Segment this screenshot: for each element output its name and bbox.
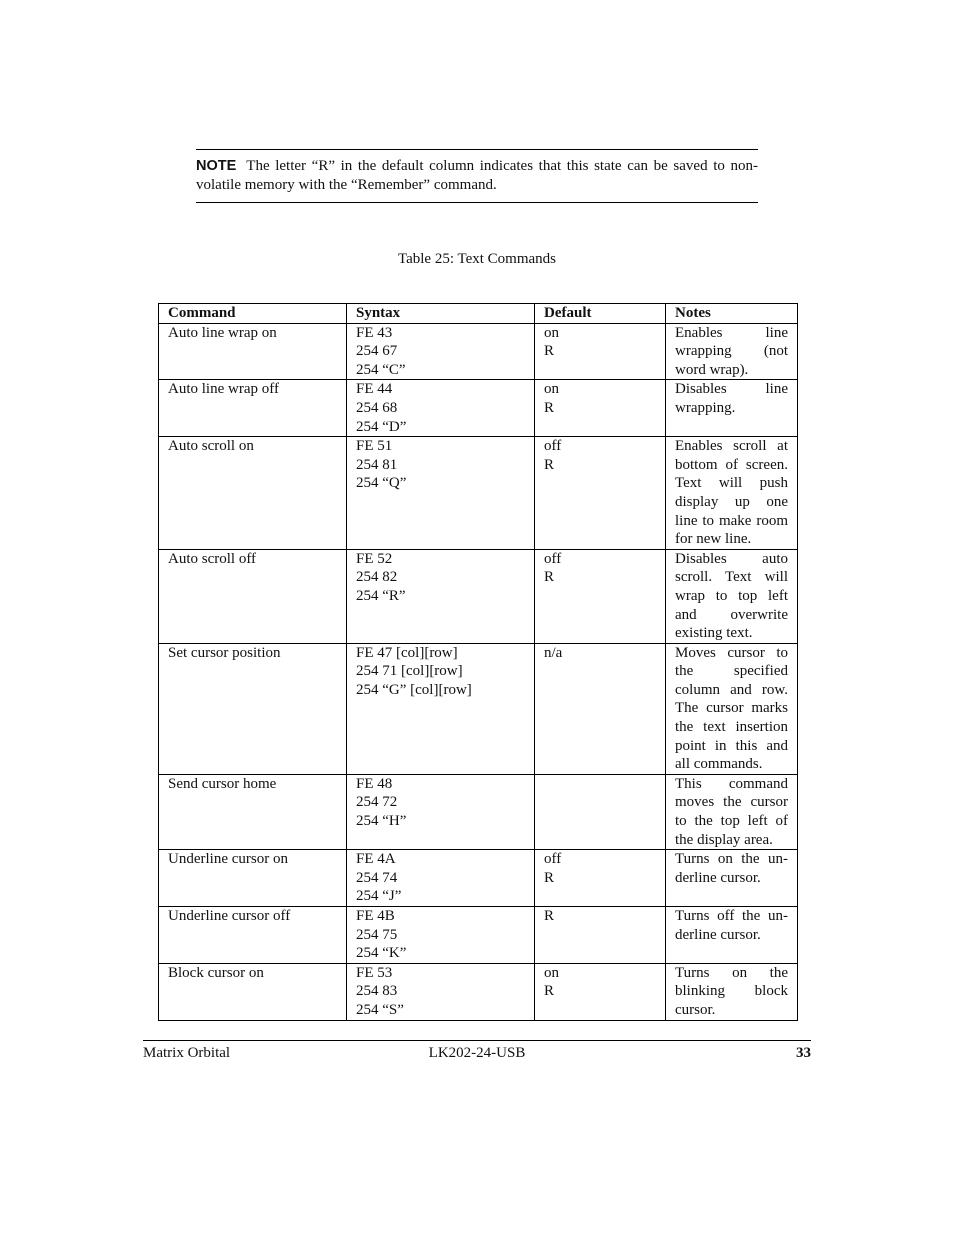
table-row: [159, 380, 798, 437]
syntax-cell: [347, 643, 535, 774]
table-header-row: [159, 304, 798, 324]
text-commands-table: [158, 303, 798, 1021]
syntax-line: FE 52: [356, 550, 393, 567]
command-cell: Auto scroll off: [159, 549, 347, 643]
default-line: R: [544, 569, 555, 586]
default-cell: [535, 774, 666, 849]
notes-text: Turns on the un-derline cursor.: [675, 851, 788, 886]
default-line: R: [544, 983, 555, 1000]
table-row: [159, 774, 798, 849]
note-text: [196, 157, 758, 194]
syntax-line: FE 51: [356, 438, 393, 455]
syntax-line: FE 4B: [356, 908, 395, 924]
syntax-line: 254 “K”: [356, 945, 407, 962]
notes-cell: [666, 850, 798, 907]
page-number: 33: [796, 1045, 811, 1061]
syntax-cell: [347, 850, 535, 907]
notes-cell: [666, 437, 798, 550]
default-cell: [535, 907, 666, 964]
notes-cell: [666, 380, 798, 437]
command-cell: Auto line wrap on: [159, 323, 347, 380]
default-line: R: [544, 869, 555, 886]
syntax-cell: [347, 907, 535, 964]
default-line: off: [544, 851, 562, 868]
notes-cell: [666, 774, 798, 849]
table-row: [159, 323, 798, 380]
footer-model: LK202-24-USB: [428, 1045, 526, 1061]
table-row: [159, 643, 798, 774]
header-default: Default: [535, 304, 666, 324]
default-cell: [535, 850, 666, 907]
header-syntax: Syntax: [347, 304, 535, 324]
syntax-line: FE 4A: [356, 851, 396, 868]
default-line: on: [544, 964, 559, 981]
syntax-line: 254 75: [356, 926, 398, 943]
syntax-line: 254 68: [356, 399, 398, 416]
notes-cell: [666, 549, 798, 643]
note-label: NOTE: [196, 158, 237, 174]
command-cell: Auto scroll on: [159, 437, 347, 550]
syntax-line: 254 67: [356, 343, 398, 360]
note-box: [196, 149, 758, 203]
default-line: n/a: [544, 644, 563, 661]
command-cell: Underline cursor on: [159, 850, 347, 907]
notes-text: This command moves the cursor to the top left of the display area.: [675, 775, 788, 848]
syntax-line: 254 83: [356, 983, 398, 1000]
table-row: [159, 549, 798, 643]
command-cell: Send cursor home: [159, 774, 347, 849]
header-notes: Notes: [666, 304, 798, 324]
default-line: on: [544, 381, 559, 398]
default-line: R: [544, 343, 555, 360]
syntax-line: 254 “D”: [356, 418, 407, 435]
notes-text: Disables line wrapping.: [675, 381, 788, 416]
syntax-cell: [347, 323, 535, 380]
syntax-line: FE 53: [356, 964, 393, 981]
default-cell: [535, 549, 666, 643]
default-cell: [535, 437, 666, 550]
syntax-line: 254 “S”: [356, 1001, 404, 1018]
syntax-line: 254 “Q”: [356, 475, 407, 492]
default-line: R: [544, 399, 555, 416]
syntax-line: 254 “H”: [356, 813, 407, 830]
notes-cell: [666, 323, 798, 380]
default-cell: [535, 380, 666, 437]
default-line: R: [544, 456, 555, 473]
syntax-line: FE 44: [356, 381, 393, 398]
table-body: [159, 323, 798, 1020]
syntax-line: 254 71 [col][row]: [356, 663, 463, 680]
command-cell: Auto line wrap off: [159, 380, 347, 437]
default-cell: [535, 963, 666, 1020]
default-cell: [535, 643, 666, 774]
footer-rule: [143, 1040, 811, 1041]
syntax-cell: [347, 774, 535, 849]
default-line: on: [544, 324, 559, 341]
command-cell: Underline cursor off: [159, 907, 347, 964]
default-line: off: [544, 550, 562, 567]
syntax-cell: [347, 549, 535, 643]
syntax-line: 254 “J”: [356, 888, 402, 905]
syntax-line: 254 72: [356, 794, 398, 811]
notes-text: Enables line wrapping (not word wrap).: [675, 324, 788, 378]
syntax-line: FE 43: [356, 324, 393, 341]
notes-text: Enables scroll at bottom of screen. Text will push display up one line to make room for new line.: [675, 438, 788, 548]
footer-publisher: Matrix Orbital: [143, 1045, 231, 1061]
syntax-line: 254 81: [356, 456, 398, 473]
notes-cell: [666, 907, 798, 964]
syntax-line: 254 “G” [col][row]: [356, 681, 472, 698]
table-row: [159, 907, 798, 964]
table-row: [159, 850, 798, 907]
default-line: off: [544, 438, 562, 455]
syntax-cell: [347, 437, 535, 550]
syntax-line: 254 “R”: [356, 587, 406, 604]
syntax-line: FE 48: [356, 775, 393, 792]
syntax-cell: [347, 380, 535, 437]
notes-text: Turns off the un-derline cursor.: [675, 908, 788, 943]
default-cell: [535, 323, 666, 380]
header-command: Command: [159, 304, 347, 324]
syntax-cell: [347, 963, 535, 1020]
notes-cell: [666, 963, 798, 1020]
table-row: [159, 437, 798, 550]
note-body: The letter “R” in the default column indicates that this state can be saved to non-volatile memory with the “Remember” command.: [196, 158, 758, 193]
table-caption: Table 25: Text Commands: [397, 251, 557, 267]
notes-text: Moves cursor to the specified column and row. The cursor marks the text insertion point in this and all commands.: [675, 644, 788, 773]
table-row: [159, 963, 798, 1020]
notes-cell: [666, 643, 798, 774]
notes-text: Turns on the blinking block cursor.: [675, 964, 788, 1018]
syntax-line: FE 47 [col][row]: [356, 644, 458, 661]
command-cell: Set cursor position: [159, 643, 347, 774]
default-line: R: [544, 908, 555, 924]
syntax-line: 254 “C”: [356, 361, 406, 378]
syntax-line: 254 74: [356, 869, 398, 886]
notes-text: Disables auto scroll. Text will wrap to top left and overwrite existing text.: [675, 550, 788, 642]
command-cell: Block cursor on: [159, 963, 347, 1020]
syntax-line: 254 82: [356, 569, 398, 586]
